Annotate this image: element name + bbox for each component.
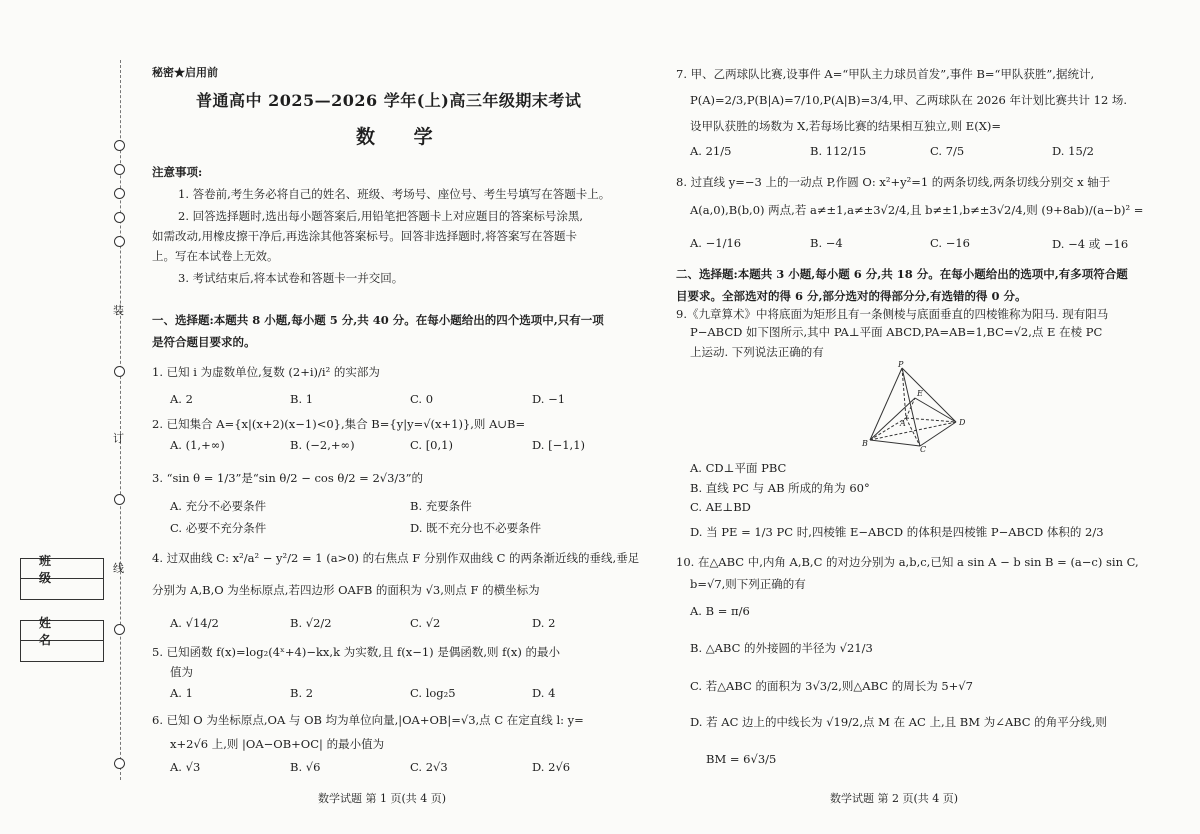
binding-hole [114,494,125,505]
question-stem: 设甲队获胜的场数为 X,若每场比赛的结果相互独立,则 E(X)= [690,119,1001,133]
question-stem: 3. “sin θ = 1/3”是“sin θ/2 − cos θ/2 = 2√3/3”的 [152,471,424,485]
section1-heading: 是符合题目要求的。 [152,335,256,349]
option-a[interactable]: A. 1 [170,686,193,700]
option-b[interactable]: B. 直线 PC 与 AB 所成的角为 60° [690,481,870,495]
option-a[interactable]: A. 21/5 [690,144,732,158]
option-d[interactable]: D. 既不充分也不必要条件 [410,521,542,535]
option-c[interactable]: C. 2√3 [410,760,448,774]
question-stem: 1. 已知 i 为虚数单位,复数 (2+i)/i² 的实部为 [152,365,380,379]
binding-hole [114,366,125,377]
option-a[interactable]: A. CD⊥平面 PBC [690,461,787,475]
option-a[interactable]: A. 充分不必要条件 [170,499,267,513]
class-label: 班 级 [21,559,103,579]
question-stem: 值为 [170,665,193,679]
option-d[interactable]: D. 当 PE = 1/3 PC 时,四棱锥 E−ABCD 的体积是四棱锥 P−ABCD 体积的 2/3 [690,525,1104,539]
option-a[interactable]: A. 2 [170,392,193,406]
figure-label-c: C [920,445,927,452]
question-stem: P(A)=2/3,P(B|A)=7/10,P(A|B)=3/4,甲、乙两球队在 2026 年计划比赛共计 12 场. [690,93,1128,107]
option-d[interactable]: D. 4 [532,686,556,700]
page-footer-left: 数学试题 第 1 页(共 4 页) [318,792,447,805]
figure-label-d: D [959,418,966,427]
binding-hole [114,212,125,223]
binding-hole [114,624,125,635]
question-stem: x+2√6 上,则 |OA−OB+OC| 的最小值为 [170,737,385,751]
option-a[interactable]: A. √14/2 [170,616,219,630]
binding-hole [114,758,125,769]
option-c[interactable]: C. log₂5 [410,686,456,700]
question-stem: 9.《九章算术》中将底面为矩形且有一条侧棱与底面垂直的四棱锥称为阳马. 现有阳马 [676,307,1109,321]
notice-heading: 注意事项: [152,165,203,179]
exam-title: 普通高中 2025—2026 学年(上)高三年级期末考试 [196,91,582,110]
question-stem: 6. 已知 O 为坐标原点,OA 与 OB 均为单位向量,|OA+OB|=√3,点 C 在定直线 l: y= [152,713,584,727]
option-d[interactable]: D. 2 [532,616,556,630]
class-box [20,553,104,600]
name-box [20,615,104,662]
question-stem: 7. 甲、乙两球队比赛,设事件 A=“甲队主力球员首发”,事件 B=“甲队获胜”,据统计, [676,67,1095,81]
confidential-mark: 秘密★启用前 [152,66,218,79]
option-b[interactable]: B. △ABC 的外接圆的半径为 √21/3 [690,641,873,655]
page-footer-right: 数学试题 第 2 页(共 4 页) [830,792,959,805]
option-b[interactable]: B. √6 [290,760,321,774]
option-b[interactable]: B. √2/2 [290,616,332,630]
option-c[interactable]: C. 0 [410,392,434,406]
name-label: 姓 名 [21,621,103,641]
binding-hole [114,236,125,247]
option-b[interactable]: B. 112/15 [810,144,867,158]
subject-title: 数 学 [356,126,449,148]
notice-line: 如需改动,用橡皮擦干净后,再选涂其他答案标号。回答非选择题时,将答案写在答题卡 [152,229,577,243]
question-stem: 4. 过双曲线 C: x²/a² − y²/2 = 1 (a>0) 的右焦点 F 分别作双曲线 C 的两条渐近线的垂线,垂足 [152,551,640,565]
binding-char-xian: 线 [113,562,124,575]
pyramid-figure [860,360,970,452]
option-d[interactable]: D. −1 [532,392,566,406]
figure-label-p: P [898,360,904,369]
option-d[interactable]: D. [−1,1) [532,438,586,452]
binding-char-zhuang: 装 [113,304,124,317]
question-stem: 上运动. 下列说法正确的有 [690,345,824,359]
option-c[interactable]: C. 若△ABC 的面积为 3√3/2,则△ABC 的周长为 5+√7 [690,679,973,693]
notice-line: 上。写在本试卷上无效。 [152,249,279,263]
option-a[interactable]: A. −1/16 [690,236,742,250]
option-d[interactable]: D. 15/2 [1052,144,1094,158]
figure-label-e: E [917,389,923,398]
option-d[interactable]: D. −4 或 −16 [1052,237,1129,251]
question-stem: b=√7,则下列正确的有 [690,577,806,591]
figure-label-b: B [862,439,868,448]
option-b[interactable]: B. 充要条件 [410,499,472,513]
option-a[interactable]: A. (1,+∞) [170,438,225,452]
binding-char-ding: 订 [113,432,124,445]
option-b[interactable]: B. −4 [810,236,843,250]
option-b[interactable]: B. (−2,+∞) [290,438,355,452]
option-c[interactable]: C. AE⊥BD [690,500,751,514]
question-stem: 10. 在△ABC 中,内角 A,B,C 的对边分别为 a,b,c,已知 a sin A − b sin B = (a−c) sin C, [676,555,1139,569]
question-stem: P−ABCD 如下图所示,其中 PA⊥平面 ABCD,PA=AB=1,BC=√2,点 E 在棱 PC [690,325,1103,339]
option-b[interactable]: B. 1 [290,392,314,406]
option-c[interactable]: C. √2 [410,616,441,630]
option-c[interactable]: C. [0,1) [410,438,453,452]
section2-heading: 目要求。全部选对的得 6 分,部分选对的得部分分,有选错的得 0 分。 [676,289,1027,303]
question-stem: BM = 6√3/5 [706,752,777,766]
notice-line: 3. 考试结束后,将本试卷和答题卡一并交回。 [178,271,404,285]
section2-heading: 二、选择题:本题共 3 小题,每小题 6 分,共 18 分。在每小题给出的选项中,有多项符合题 [676,267,1128,281]
option-d[interactable]: D. 2√6 [532,760,571,774]
question-stem: 8. 过直线 y=−3 上的一动点 P,作圆 O: x²+y²=1 的两条切线,两条切线分别交 x 轴于 [676,175,1111,189]
notice-line: 1. 答卷前,考生务必将自己的姓名、班级、考场号、座位号、考生号填写在答题卡上。 [178,187,611,201]
option-c[interactable]: C. 必要不充分条件 [170,521,267,535]
binding-hole [114,164,125,175]
question-stem: 5. 已知函数 f(x)=log₂(4ˣ+4)−kx,k 为实数,且 f(x−1) 是偶函数,则 f(x) 的最小 [152,645,561,659]
section1-heading: 一、选择题:本题共 8 小题,每小题 5 分,共 40 分。在每小题给出的四个选项中,只有一项 [152,313,604,327]
option-d[interactable]: D. 若 AC 边上的中线长为 √19/2,点 M 在 AC 上,且 BM 为∠ABC 的角平分线,则 [690,715,1107,729]
figure-label-a: A [900,419,906,428]
binding-hole [114,140,125,151]
question-stem: 分别为 A,B,O 为坐标原点,若四边形 OAFB 的面积为 √3,则点 F 的横坐标为 [152,583,540,597]
option-c[interactable]: C. 7/5 [930,144,965,158]
question-stem: A(a,0),B(b,0) 两点,若 a≠±1,a≠±3√2/4,且 b≠±1,b≠±3√2/4,则 (9+8ab)/(a−b)² = [690,203,1144,217]
question-stem: 2. 已知集合 A={x|(x+2)(x−1)<0},集合 B={y|y=√(x+1)},则 A∪B= [152,417,526,431]
option-a[interactable]: A. B = π/6 [690,604,750,618]
option-b[interactable]: B. 2 [290,686,314,700]
notice-line: 2. 回答选择题时,选出每小题答案后,用铅笔把答题卡上对应题目的答案标号涂黑, [178,209,584,223]
option-a[interactable]: A. √3 [170,760,201,774]
option-c[interactable]: C. −16 [930,236,970,250]
binding-hole [114,188,125,199]
